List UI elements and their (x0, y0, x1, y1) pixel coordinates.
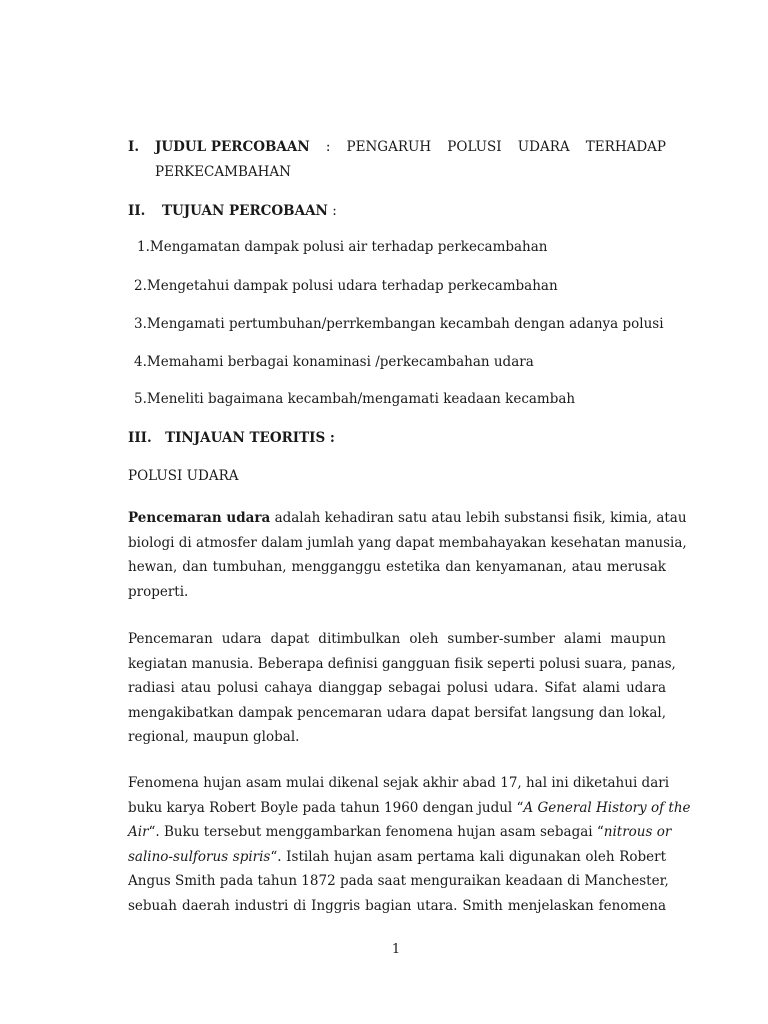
paragraph-1-line-2: biologi di atmosfer dalam jumlah yang dapat membahayakan kesehatan manusia, (128, 534, 687, 551)
section-1-number: I. (128, 139, 140, 155)
section-2-label: TUJUAN PERCOBAAN (161, 203, 328, 219)
paragraph-2-line-3: radiasi atau polusi cahaya dianggap sebagai polusi udara. Sifat alami udara (128, 680, 666, 697)
paragraph-1 (128, 506, 687, 604)
paragraph-3-line-4: salino-sulforus spiris“. Istilah hujan asam pertama kali digunakan oleh Robert (128, 848, 666, 865)
objective-item: 2.Mengetahui dampak polusi udara terhadap perkecambahan (134, 278, 558, 294)
page-number: 1 (391, 942, 401, 957)
objective-item: 5.Meneliti bagaimana kecambah/mengamati keadaan kecambah (134, 391, 576, 407)
section-1-title-line-2: PERKECAMBAHAN (155, 164, 291, 180)
section-2-heading (128, 201, 337, 221)
objective-item: 4.Memahami berbagai konaminasi /perkecambahan udara (134, 354, 534, 370)
paragraph-3-line-5: Angus Smith pada tahun 1872 pada saat menguraikan keadaan di Manchester, (128, 873, 669, 890)
paragraph-2-line-4: mengakibatkan dampak pencemaran udara dapat bersifat langsung dan lokal, (128, 704, 666, 721)
paragraph-2-line-2: kegiatan manusia. Beberapa definisi gangguan fisik seperti polusi suara, panas, (128, 655, 676, 672)
section-1-label: JUDUL PERCOBAAN (155, 139, 310, 155)
paragraph-1-line-1: Pencemaran udara adalah kehadiran satu atau lebih substansi fisik, kimia, atau (128, 510, 687, 526)
section-1-heading (155, 137, 666, 157)
paragraph-3-line-1: Fenomena hujan asam mulai dikenal sejak akhir abad 17, hal ini diketahui dari (128, 775, 670, 791)
section-3-heading (128, 428, 335, 448)
paragraph-1-line-4: properti. (128, 583, 189, 600)
section-1-title-word-1: PENGARUH (346, 139, 432, 155)
section-1-separator: : (325, 139, 331, 155)
objective-item: 3.Mengamati pertumbuhan/perrkembangan kecambah dengan adanya polusi (134, 316, 664, 332)
paragraph-2-line-1: Pencemaran udara dapat ditimbulkan oleh sumber-sumber alami maupun (128, 631, 666, 647)
paragraph-3-line-6: sebuah daerah industri di Inggris bagian utara. Smith menjelaskan fenomena (128, 897, 666, 914)
paragraph-2 (128, 627, 676, 750)
section-3-label: TINJAUAN TEORITIS : (165, 430, 335, 446)
section-1-title-word-2: POLUSI (447, 139, 502, 155)
section-3-number: III. (128, 430, 152, 446)
objective-item: 1.Mengamatan dampak polusi air terhadap perkecambahan (137, 239, 548, 255)
bold-term: Pencemaran udara (128, 510, 271, 526)
paragraph-2-line-5: regional, maupun global. (128, 729, 300, 746)
subheading-polusi-udara: POLUSI UDARA (128, 468, 239, 484)
section-2-separator: : (332, 203, 337, 219)
paragraph-3-line-3: Air“. Buku tersebut menggambarkan fenomena hujan asam sebagai “nitrous or (128, 824, 672, 841)
paragraph-3-line-2: buku karya Robert Boyle pada tahun 1960 dengan judul “A General History of the (128, 799, 691, 816)
section-1-title-word-3: UDARA (517, 139, 570, 155)
paragraph-3 (128, 771, 691, 919)
section-2-number: II. (128, 203, 146, 219)
paragraph-1-line-3: hewan, dan tumbuhan, mengganggu estetika dan kenyamanan, atau merusak (128, 559, 666, 576)
section-1-title-word-4: TERHADAP (585, 139, 666, 155)
